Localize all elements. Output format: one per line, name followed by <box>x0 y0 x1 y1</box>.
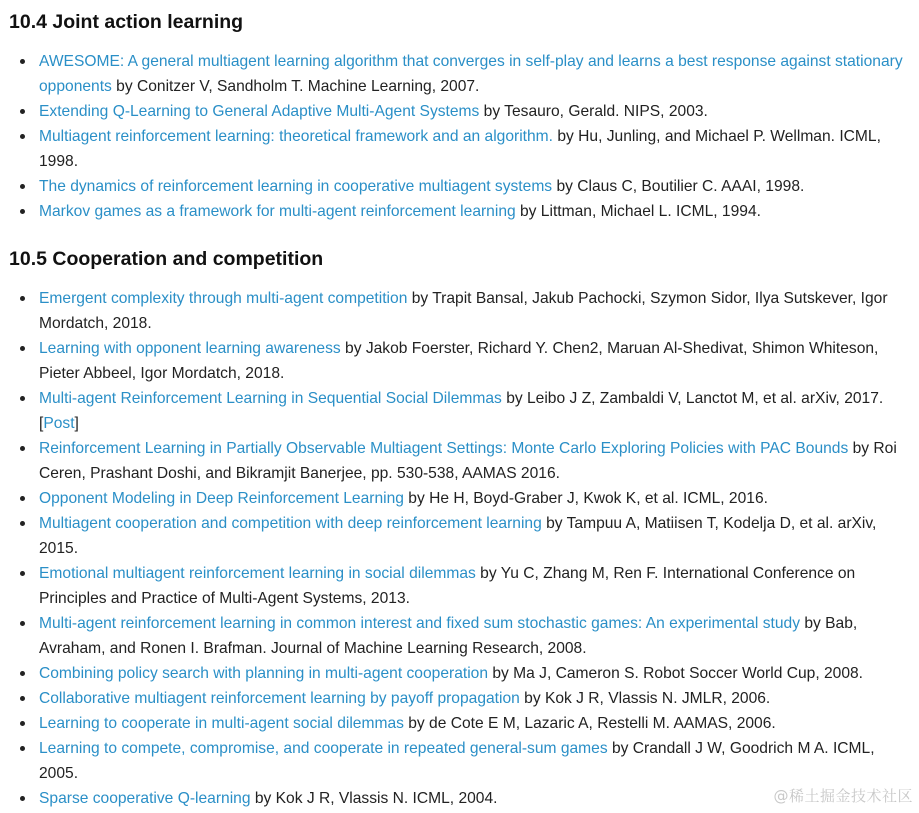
reference-details: by de Cote E M, Lazaric A, Restelli M. AAMAS, 2006. <box>403 715 776 732</box>
reference-details: by Tesauro, Gerald. NIPS, 2003. <box>479 103 708 120</box>
list-item <box>39 49 914 99</box>
reference-link[interactable]: Multiagent cooperation and competition with deep reinforcement learning <box>39 515 542 532</box>
reference-details: by Leibo J Z, Zambaldi V, Lanctot M, et al. arXiv, 2017. <box>501 390 884 407</box>
list-item <box>39 611 914 661</box>
reference-details: by Tampuu A, Matiisen T, Kodelja D, et al. arXiv, 2015. <box>39 515 877 557</box>
reference-link[interactable]: Combining policy search with planning in multi-agent cooperation <box>39 665 489 682</box>
reference-details: by He H, Boyd-Graber J, Kwok K, et al. ICML, 2016. <box>403 490 768 507</box>
reference-link[interactable]: The dynamics of reinforcement learning in cooperative multiagent systems <box>39 178 553 195</box>
reference-details: by Bab, Avraham, and Ronen I. Brafman. Journal of Machine Learning Research, 2008. <box>39 615 858 657</box>
list-item <box>39 174 914 199</box>
reference-details: by Hu, Junling, and Michael P. Wellman. ICML, 1998. <box>39 128 881 170</box>
reference-details: by Kok J R, Vlassis N. JMLR, 2006. <box>519 690 771 707</box>
list-item <box>39 661 914 686</box>
reference-link[interactable]: Learning to compete, compromise, and cooperate in repeated general-sum games <box>39 740 608 757</box>
reference-list-cooperation <box>9 286 914 811</box>
list-item <box>39 486 914 511</box>
list-item <box>39 686 914 711</box>
list-item <box>39 99 914 124</box>
reference-link[interactable]: Multiagent reinforcement learning: theoretical framework and an algorithm. <box>39 128 553 145</box>
post-link[interactable]: Post <box>43 415 75 432</box>
list-item <box>39 511 914 561</box>
reference-link[interactable]: Extending Q-Learning to General Adaptive Multi-Agent Systems <box>39 103 480 120</box>
list-item <box>39 561 914 611</box>
reference-details: by Ma J, Cameron S. Robot Soccer World Cup, 2008. <box>488 665 864 682</box>
reference-details: by Conitzer V, Sandholm T. Machine Learning, 2007. <box>111 78 480 95</box>
reference-details: by Claus C, Boutilier C. AAAI, 1998. <box>552 178 805 195</box>
reference-details: by Yu C, Zhang M, Ren F. International Conference on Principles and Practice of Multi-Agent Systems, 2013. <box>39 565 856 607</box>
post-bracket-close: ] <box>74 415 79 432</box>
list-item <box>39 386 914 436</box>
document-content <box>9 0 914 811</box>
reference-link[interactable]: Sparse cooperative Q-learning <box>39 790 251 807</box>
section-heading-cooperation-and-competition: 10.5 Cooperation and competition <box>9 248 324 270</box>
reference-link[interactable]: Multi-agent reinforcement learning in common interest and fixed sum stochastic games: An experimental study <box>39 615 800 632</box>
reference-details: by Trapit Bansal, Jakub Pachocki, Szymon Sidor, Ilya Sutskever, Igor Mordatch, 2018. <box>39 290 888 332</box>
reference-details: by Littman, Michael L. ICML, 1994. <box>515 203 761 220</box>
reference-link[interactable]: Emotional multiagent reinforcement learning in social dilemmas <box>39 565 476 582</box>
reference-link[interactable]: Multi-agent Reinforcement Learning in Sequential Social Dilemmas <box>39 390 502 407</box>
watermark: @稀土掘金技术社区 <box>773 787 913 805</box>
reference-link[interactable]: AWESOME: A general multiagent learning algorithm that converges in self-play and learns a best response against stationary opponents <box>39 53 903 95</box>
list-item <box>39 736 914 786</box>
reference-list-joint-action <box>9 49 914 224</box>
reference-link[interactable]: Learning with opponent learning awareness <box>39 340 341 357</box>
reference-link[interactable]: Reinforcement Learning in Partially Observable Multiagent Settings: Monte Carlo Exploring Policies with PAC Bounds <box>39 440 849 457</box>
reference-link[interactable]: Emergent complexity through multi-agent competition <box>39 290 408 307</box>
reference-details: by Jakob Foerster, Richard Y. Chen2, Maruan Al-Shedivat, Shimon Whiteson, Pieter Abbeel, Igor Mordatch, 2018. <box>39 340 879 382</box>
reference-details: by Roi Ceren, Prashant Doshi, and Bikramjit Banerjee, pp. 530-538, AAMAS 2016. <box>39 440 897 482</box>
reference-link[interactable]: Collaborative multiagent reinforcement learning by payoff propagation <box>39 690 520 707</box>
list-item <box>39 286 914 336</box>
section-heading-joint-action-learning: 10.4 Joint action learning <box>9 11 244 33</box>
reference-link[interactable]: Learning to cooperate in multi-agent social dilemmas <box>39 715 404 732</box>
post-bracket-open: [ <box>39 415 44 432</box>
reference-link[interactable]: Markov games as a framework for multi-agent reinforcement learning <box>39 203 516 220</box>
reference-details: by Crandall J W, Goodrich M A. ICML, 2005. <box>39 740 875 782</box>
list-item <box>39 124 914 174</box>
list-item <box>39 336 914 386</box>
list-item <box>39 711 914 736</box>
list-item <box>39 199 914 224</box>
list-item <box>39 436 914 486</box>
reference-details: by Kok J R, Vlassis N. ICML, 2004. <box>250 790 498 807</box>
reference-link[interactable]: Opponent Modeling in Deep Reinforcement Learning <box>39 490 404 507</box>
